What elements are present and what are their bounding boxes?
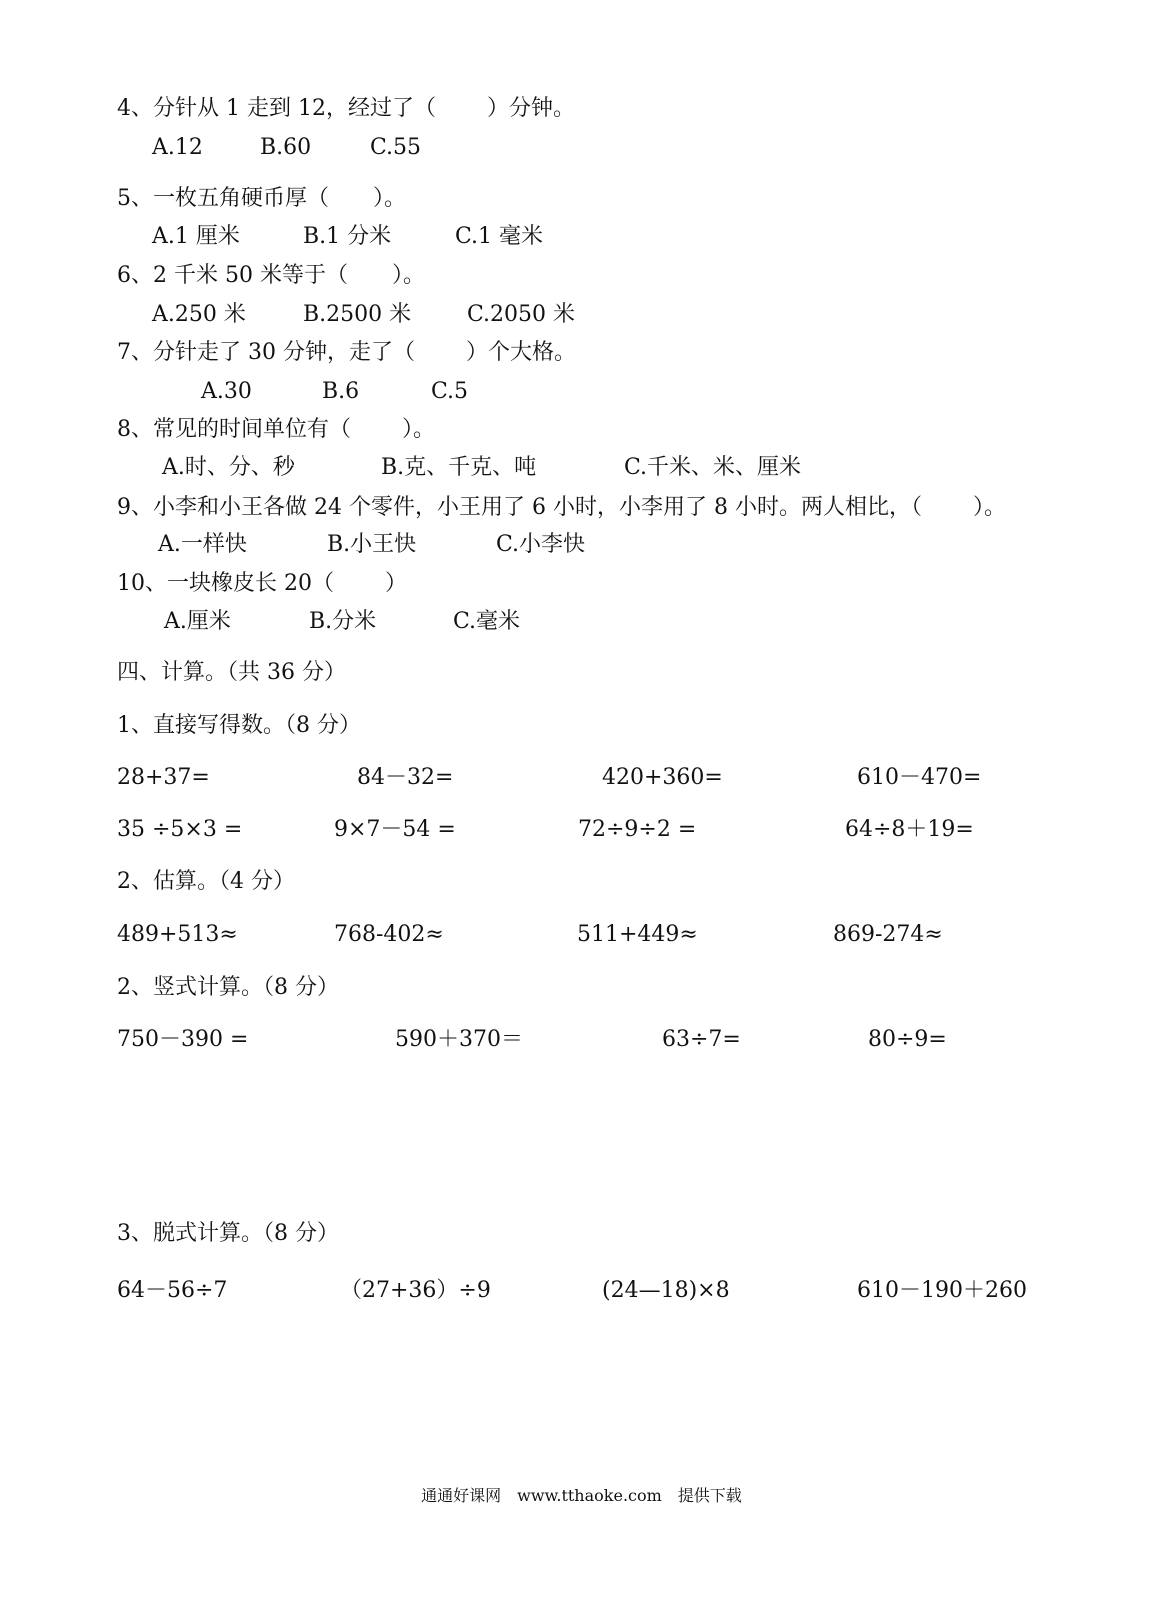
question-6-option-b: B.2500 米 (303, 302, 412, 327)
question-4-option-b: B.60 (260, 135, 312, 160)
step-calc-item: 610－190＋260 (857, 1278, 1027, 1303)
question-5-option-a: A.1 厘米 (152, 224, 240, 249)
part-1-title: 1、直接写得数。（8 分） (117, 713, 361, 738)
oral-calc-item: 28+37= (117, 765, 210, 790)
part-4-title: 3、脱式计算。（8 分） (117, 1221, 339, 1246)
question-6-option-a: A.250 米 (152, 302, 246, 327)
question-6-stem: 6、2 千米 50 米等于（ ）。 (117, 263, 425, 288)
oral-calc-item: 9×7－54 = (334, 817, 456, 842)
question-6-option-c: C.2050 米 (467, 302, 576, 327)
question-8-option-c: C.千米、米、厘米 (624, 455, 802, 480)
section-4-title: 四、计算。（共 36 分） (117, 660, 346, 685)
question-4-stem: 4、分针从 1 走到 12，经过了（ ）分钟。 (117, 96, 575, 121)
question-8-stem: 8、常见的时间单位有（ ）。 (117, 417, 435, 442)
vertical-calc-item: 750－390 = (117, 1027, 249, 1052)
oral-calc-item: 64÷8＋19= (845, 817, 974, 842)
estimate-item: 768-402≈ (334, 922, 444, 947)
oral-calc-item: 420+360= (602, 765, 723, 790)
question-7-option-b: B.6 (322, 379, 360, 404)
step-calc-item: 64－56÷7 (117, 1278, 228, 1303)
vertical-calc-item: 590＋370＝ (395, 1027, 523, 1052)
part-2-title: 2、估算。（4 分） (117, 869, 295, 894)
question-9-option-b: B.小王快 (327, 532, 417, 557)
part-3-title: 2、竖式计算。（8 分） (117, 975, 339, 1000)
estimate-item: 511+449≈ (577, 922, 698, 947)
question-10-option-c: C.毫米 (453, 609, 521, 634)
question-9-option-a: A.一样快 (158, 532, 247, 557)
oral-calc-item: 84－32= (357, 765, 454, 790)
question-10-option-a: A.厘米 (164, 609, 231, 634)
question-8-option-a: A.时、分、秒 (162, 455, 295, 480)
page-footer: 通通好课网 www.tthaoke.com 提供下载 (421, 1486, 742, 1505)
question-5-stem: 5、一枚五角硬币厚（ ）。 (117, 186, 406, 211)
question-10-option-b: B.分米 (309, 609, 377, 634)
question-5-option-b: B.1 分米 (303, 224, 392, 249)
question-5-option-c: C.1 毫米 (455, 224, 544, 249)
oral-calc-item: 35 ÷5×3 = (117, 817, 243, 842)
estimate-item: 489+513≈ (117, 922, 238, 947)
question-9-stem: 9、小李和小王各做 24 个零件，小王用了 6 小时，小李用了 8 小时。两人相比，（ ）。 (117, 495, 1006, 520)
question-4-option-c: C.55 (370, 135, 422, 160)
question-7-option-a: A.30 (201, 379, 252, 404)
oral-calc-item: 72÷9÷2 = (578, 817, 697, 842)
estimate-item: 869-274≈ (833, 922, 943, 947)
step-calc-item: (24—18)×8 (602, 1278, 730, 1303)
question-7-option-c: C.5 (431, 379, 469, 404)
oral-calc-item: 610－470= (857, 765, 982, 790)
step-calc-item: （27+36）÷9 (340, 1278, 491, 1303)
question-7-stem: 7、分针走了 30 分钟，走了（ ）个大格。 (117, 340, 576, 365)
question-10-stem: 10、一块橡皮长 20（ ） (117, 571, 407, 596)
vertical-calc-item: 63÷7= (662, 1027, 741, 1052)
question-8-option-b: B.克、千克、吨 (381, 455, 537, 480)
question-9-option-c: C.小李快 (496, 532, 586, 557)
question-4-option-a: A.12 (152, 135, 203, 160)
vertical-calc-item: 80÷9= (868, 1027, 947, 1052)
